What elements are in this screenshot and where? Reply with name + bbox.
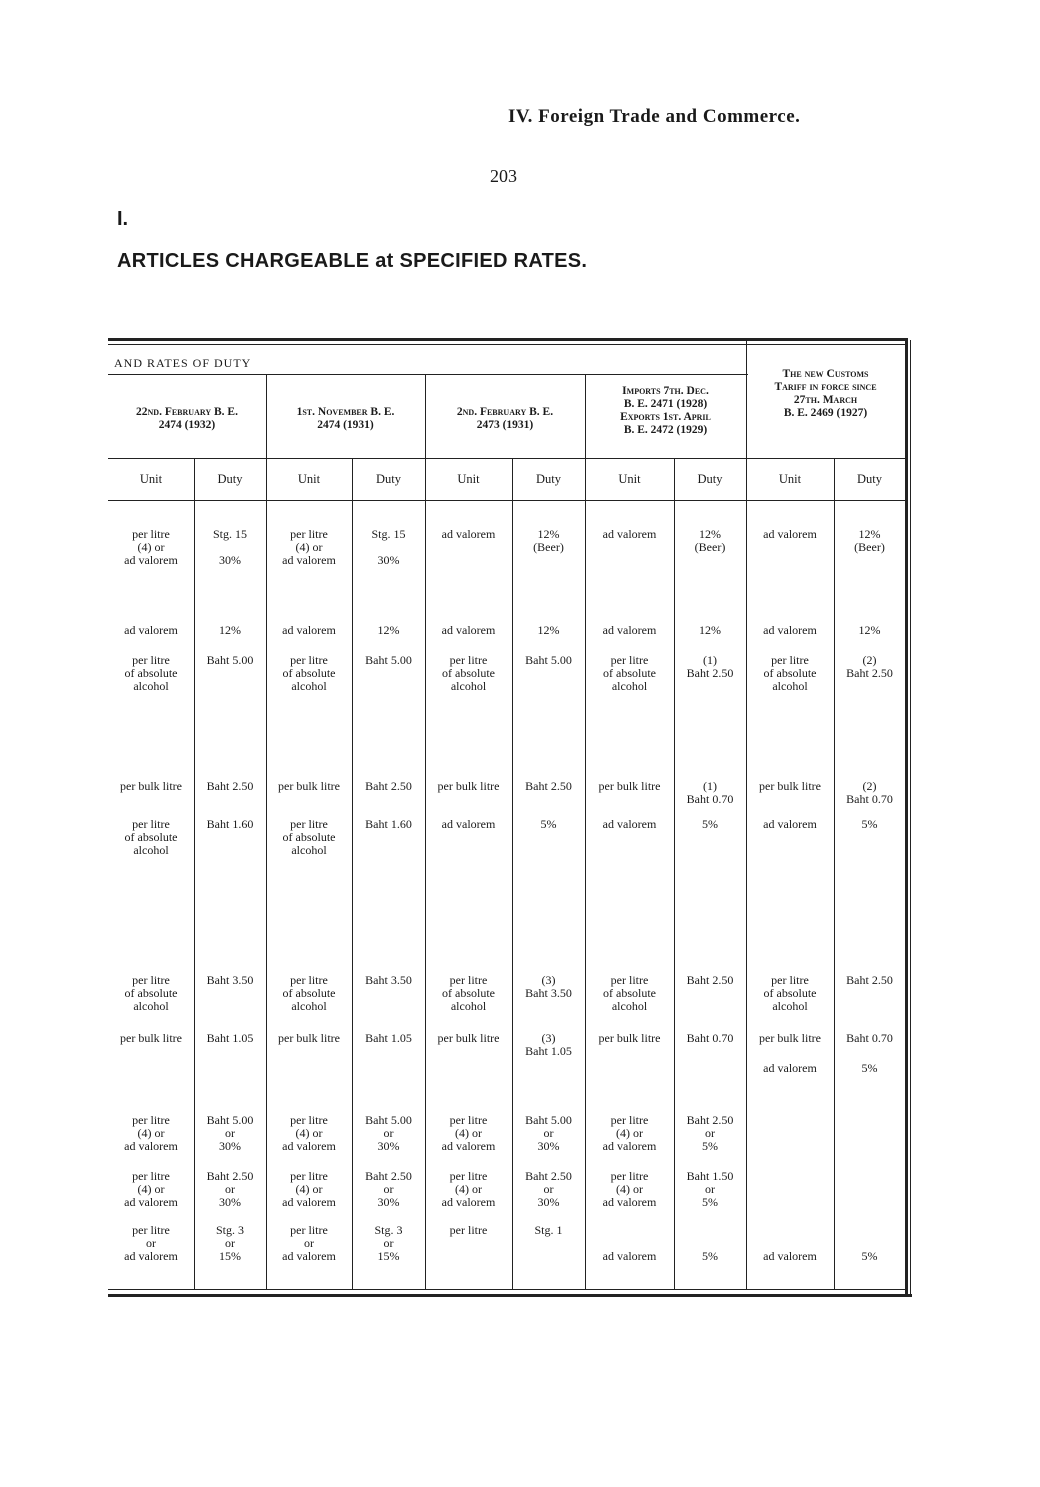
duty-table [108,338,908,1298]
duty-cell: 12% [219,623,241,637]
colhead-rule [108,500,908,501]
duty-cell: Baht 5.00 or 30% [206,1113,254,1153]
duty-cell: Baht 1.05 [206,1031,254,1045]
duty-cell: (2) Baht 2.50 [846,653,893,680]
table-caption: AND RATES OF DUTY [114,356,252,370]
duty-cell: Baht 2.50 [365,779,412,793]
unit-cell: ad valorem [602,623,657,637]
unit-cell: ad valorem [602,527,657,541]
unit-cell: per litre of absolute alcohol [603,973,656,1013]
duty-cell: Baht 5.00 or 30% [365,1113,412,1153]
duty-cell: Baht 2.50 [846,973,893,987]
unit-cell: per litre (4) or ad valorem [602,1113,657,1153]
duty-cell: Baht 5.00 [365,653,412,667]
duty-cell: 5% [861,1249,878,1263]
duty-cell: Stg. 1 [534,1223,563,1237]
unit-cell: per bulk litre [120,1031,182,1045]
duty-cell: Baht 5.00 [525,653,572,667]
table-right-rule-outer [910,340,911,1296]
duty-cell: 12% (Beer) [854,527,885,554]
duty-cell: (3) Baht 1.05 [525,1031,572,1058]
duty-cell: 5% [702,1249,718,1263]
unit-cell: per litre of absolute alcohol [763,973,817,1013]
unit-cell: per litre of absolute alcohol [763,653,817,693]
duty-cell: 12% [537,623,560,637]
duty-column-header: Duty [857,472,882,486]
unit-duty-divider [834,459,835,1290]
unit-cell: per litre [449,1223,488,1237]
unit-cell: per litre (4) or ad valorem [602,1169,657,1209]
duty-cell: Baht 1.60 [206,817,254,831]
duty-cell: Baht 2.50 or 5% [686,1113,734,1153]
duty-column-header: Duty [536,472,561,486]
unit-cell: per litre (4) or ad valorem [124,1113,178,1153]
duty-cell: Stg. 15 30% [371,527,406,567]
duty-cell: 12% (Beer) [533,527,564,554]
unit-cell: per litre or ad valorem [124,1223,178,1263]
unit-cell: per bulk litre [278,1031,340,1045]
duty-cell: Baht 2.50 or 30% [365,1169,412,1209]
duty-cell: 12% [858,623,881,637]
caption-rule [108,374,748,375]
unit-cell: per litre of absolute alcohol [603,653,656,693]
unit-cell: ad valorem [602,817,657,831]
unit-cell: per litre of absolute alcohol [282,653,336,693]
duty-cell: Baht 1.50 or 5% [686,1169,734,1209]
duty-cell: Baht 2.50 [525,779,572,793]
duty-cell: 5% [540,817,557,831]
period-header: Imports 7th. Dec. B. E. 2471 (1928) Exports 1st. April B. E. 2472 (1929) [620,385,711,436]
unit-cell: per litre of absolute alcohol [124,817,178,857]
unit-column-header: Unit [297,472,321,486]
unit-cell: per litre of absolute alcohol [442,973,495,1013]
duty-cell: Baht 5.00 or 30% [525,1113,572,1153]
table-right-rule [905,338,908,1296]
duty-cell: (3) Baht 3.50 [525,973,572,1000]
duty-cell: 12% [699,623,721,637]
duty-cell: 12% [377,623,400,637]
unit-cell: per bulk litre [437,1031,500,1045]
duty-cell: Stg. 15 30% [212,527,247,567]
unit-cell: per bulk litre [759,1031,821,1045]
period-header: 22nd. February B. E. 2474 (1932) [136,406,238,431]
unit-cell: per litre (4) or ad valorem [441,1113,496,1153]
unit-cell: ad valorem [763,1061,817,1075]
table-bottom-rule [108,1294,912,1297]
duty-cell: Baht 3.50 [365,973,412,987]
duty-cell: Baht 2.50 or 30% [525,1169,572,1209]
unit-cell: ad valorem [763,527,817,541]
unit-cell: per litre of absolute alcohol [442,653,495,693]
unit-cell: ad valorem [441,817,496,831]
duty-cell: (1) Baht 0.70 [686,779,734,806]
unit-cell: per bulk litre [120,779,182,793]
period-header: 1st. November B. E. 2474 (1931) [296,406,395,431]
duty-cell: Baht 0.70 [846,1031,893,1045]
unit-cell: per bulk litre [759,779,821,793]
duty-column-header: Duty [376,472,401,486]
unit-duty-divider [512,459,513,1290]
table-bottom-rule-inner [108,1289,908,1290]
unit-cell: ad valorem [763,817,817,831]
duty-cell: (2) Baht 0.70 [846,779,893,806]
unit-cell: per bulk litre [278,779,340,793]
duty-cell: Baht 1.60 [365,817,412,831]
duty-cell: Baht 1.05 [365,1031,412,1045]
unit-cell: per litre of absolute alcohol [124,653,178,693]
unit-duty-divider [352,459,353,1290]
unit-cell: per bulk litre [437,779,500,793]
duty-cell: Baht 2.50 [206,779,254,793]
duty-cell: (1) Baht 2.50 [686,653,734,680]
page-number: 203 [490,166,517,186]
unit-cell: per litre (4) or ad valorem [441,1169,496,1209]
unit-cell: per litre (4) or ad valorem [124,527,178,567]
unit-cell: ad valorem [763,623,817,637]
table-top-rule [108,338,908,341]
unit-cell: ad valorem [441,527,496,541]
unit-cell: per litre of absolute alcohol [282,973,336,1013]
unit-duty-divider [194,459,195,1290]
unit-cell: ad valorem [602,1249,657,1263]
period-header: 2nd. February B. E. 2473 (1931) [456,406,554,431]
unit-duty-divider [674,459,675,1290]
unit-cell: per litre of absolute alcohol [124,973,178,1013]
duty-cell: 5% [702,817,718,831]
duty-cell: Baht 5.00 [206,653,254,667]
unit-cell: per litre (4) or ad valorem [282,527,336,567]
header-rule [108,458,908,459]
unit-column-header: Unit [778,472,802,486]
unit-column-header: Unit [139,472,163,486]
part-number: I. [117,208,129,230]
unit-cell: ad valorem [124,623,178,637]
duty-cell: 12% (Beer) [694,527,726,554]
unit-cell: per litre of absolute alcohol [282,817,336,857]
period-header: The new Customs Tariff in force since 27th. March B. E. 2469 (1927) [774,368,877,419]
duty-column-header: Duty [217,472,243,486]
duty-column-header: Duty [697,472,723,486]
table-top-rule-inner [108,344,908,345]
unit-cell: ad valorem [282,623,336,637]
duty-cell: Baht 0.70 [686,1031,734,1045]
unit-cell: ad valorem [763,1249,817,1263]
unit-cell: per litre (4) or ad valorem [282,1169,336,1209]
duty-cell: 5% [861,1061,878,1075]
unit-cell: per bulk litre [598,779,661,793]
duty-cell: Stg. 3 or 15% [374,1223,403,1263]
page-heading: ARTICLES CHARGEABLE at SPECIFIED RATES. [117,250,588,272]
duty-cell: Stg. 3 or 15% [215,1223,244,1263]
unit-cell: per litre (4) or ad valorem [282,1113,336,1153]
duty-cell: Baht 3.50 [206,973,254,987]
duty-cell: Baht 2.50 [686,973,734,987]
duty-cell: Baht 2.50 or 30% [206,1169,254,1209]
unit-cell: per bulk litre [598,1031,661,1045]
duty-cell: 5% [861,817,878,831]
unit-cell: per litre or ad valorem [282,1223,336,1263]
unit-cell: ad valorem [441,623,496,637]
section-title: IV. Foreign Trade and Commerce. [508,106,801,127]
unit-column-header: Unit [457,472,480,486]
unit-cell: per litre (4) or ad valorem [124,1169,178,1209]
unit-column-header: Unit [618,472,641,486]
